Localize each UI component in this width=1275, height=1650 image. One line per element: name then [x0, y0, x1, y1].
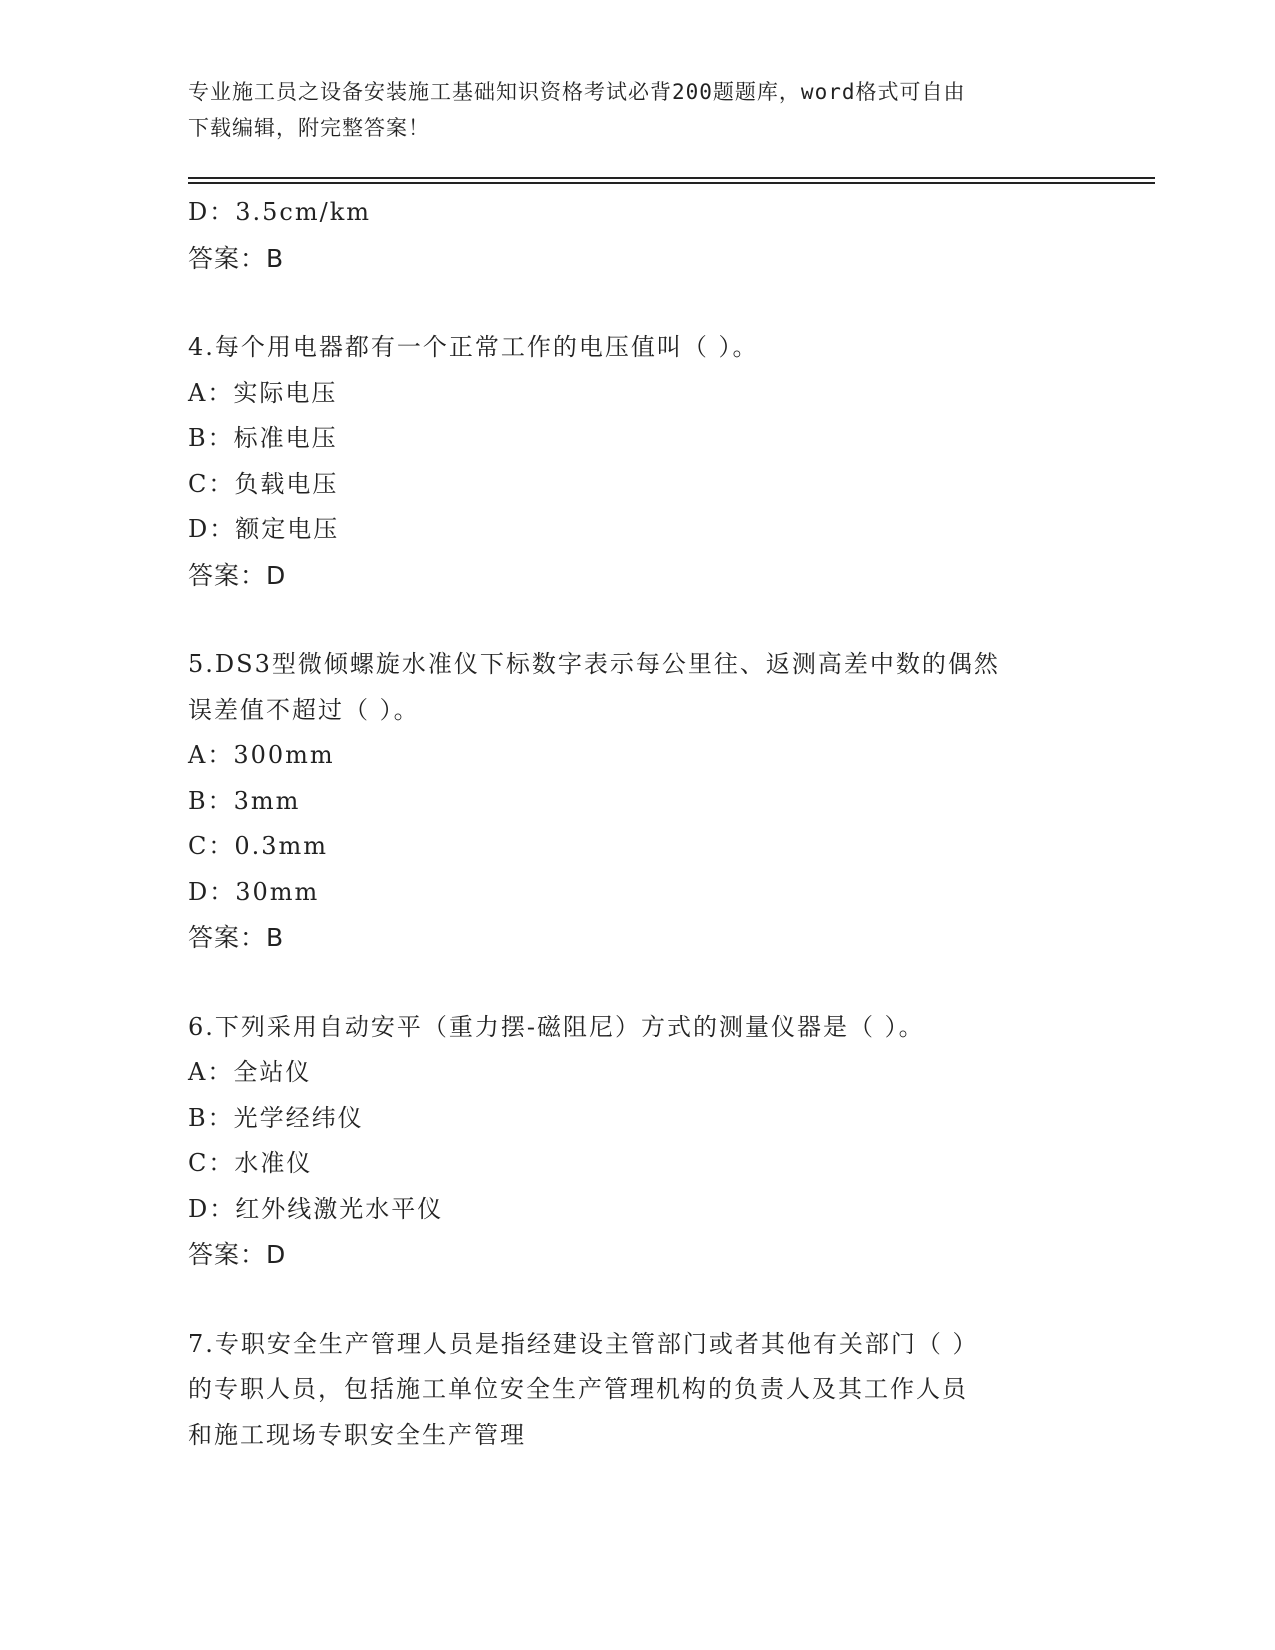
header-title-line-1: 专业施工员之设备安装施工基础知识资格考试必背200题题库，word格式可自由: [188, 80, 966, 104]
option-d: D：额定电压: [188, 515, 340, 543]
question-stem: 5.DS3型微倾螺旋水准仪下标数字表示每公里往、返测高差中数的偶然: [188, 650, 1000, 678]
answer: 答案：B: [188, 923, 285, 952]
question-stem-continued: 的专职人员，包括施工单位安全生产管理机构的负责人及其工作人员: [188, 1375, 968, 1403]
question-4: [188, 325, 1088, 598]
spacer: [188, 281, 1088, 325]
question-7: [188, 1322, 1088, 1459]
option-c: C：负载电压: [188, 469, 339, 498]
option-d: D：30mm: [188, 877, 320, 906]
option-c: C：0.3mm: [188, 832, 329, 860]
question-content: [188, 190, 1088, 1458]
question-stem: 7.专职安全生产管理人员是指经建设主管部门或者其他有关部门（ ）: [188, 1329, 979, 1358]
spacer: [188, 598, 1088, 642]
answer: 答案：D: [188, 560, 287, 590]
question-stem: 6.下列采用自动安平（重力摆-磁阻尼）方式的测量仪器是（ ）。: [188, 1012, 925, 1041]
document-header: [188, 74, 1068, 146]
option-b: B：标准电压: [188, 424, 338, 452]
spacer: [188, 961, 1088, 1005]
option-a: A：全站仪: [188, 1058, 312, 1086]
prev-answer: 答案：B: [188, 243, 285, 273]
answer: 答案：D: [188, 1240, 287, 1269]
header-rule-bottom: [188, 182, 1155, 184]
header-title-line-2: 下载编辑，附完整答案！: [188, 116, 430, 140]
spacer: [188, 1278, 1088, 1322]
option-a: A：实际电压: [188, 378, 338, 407]
question-6: [188, 1005, 1088, 1278]
option-c: C：水准仪: [188, 1149, 313, 1177]
question-stem-continued: 和施工现场专职安全生产管理: [188, 1420, 526, 1449]
option-a: A：300mm: [188, 741, 335, 769]
option-b: B：3mm: [188, 786, 301, 815]
prev-option-d: D：3.5cm/km: [188, 198, 371, 226]
question-5: [188, 642, 1088, 961]
option-b: B：光学经纬仪: [188, 1103, 364, 1132]
option-d: D：红外线激光水平仪: [188, 1194, 444, 1223]
question-stem-continued: 误差值不超过（ ）。: [188, 695, 420, 724]
question-stem: 4.每个用电器都有一个正常工作的电压值叫（ ）。: [188, 333, 759, 361]
header-rule-top: [188, 177, 1155, 179]
